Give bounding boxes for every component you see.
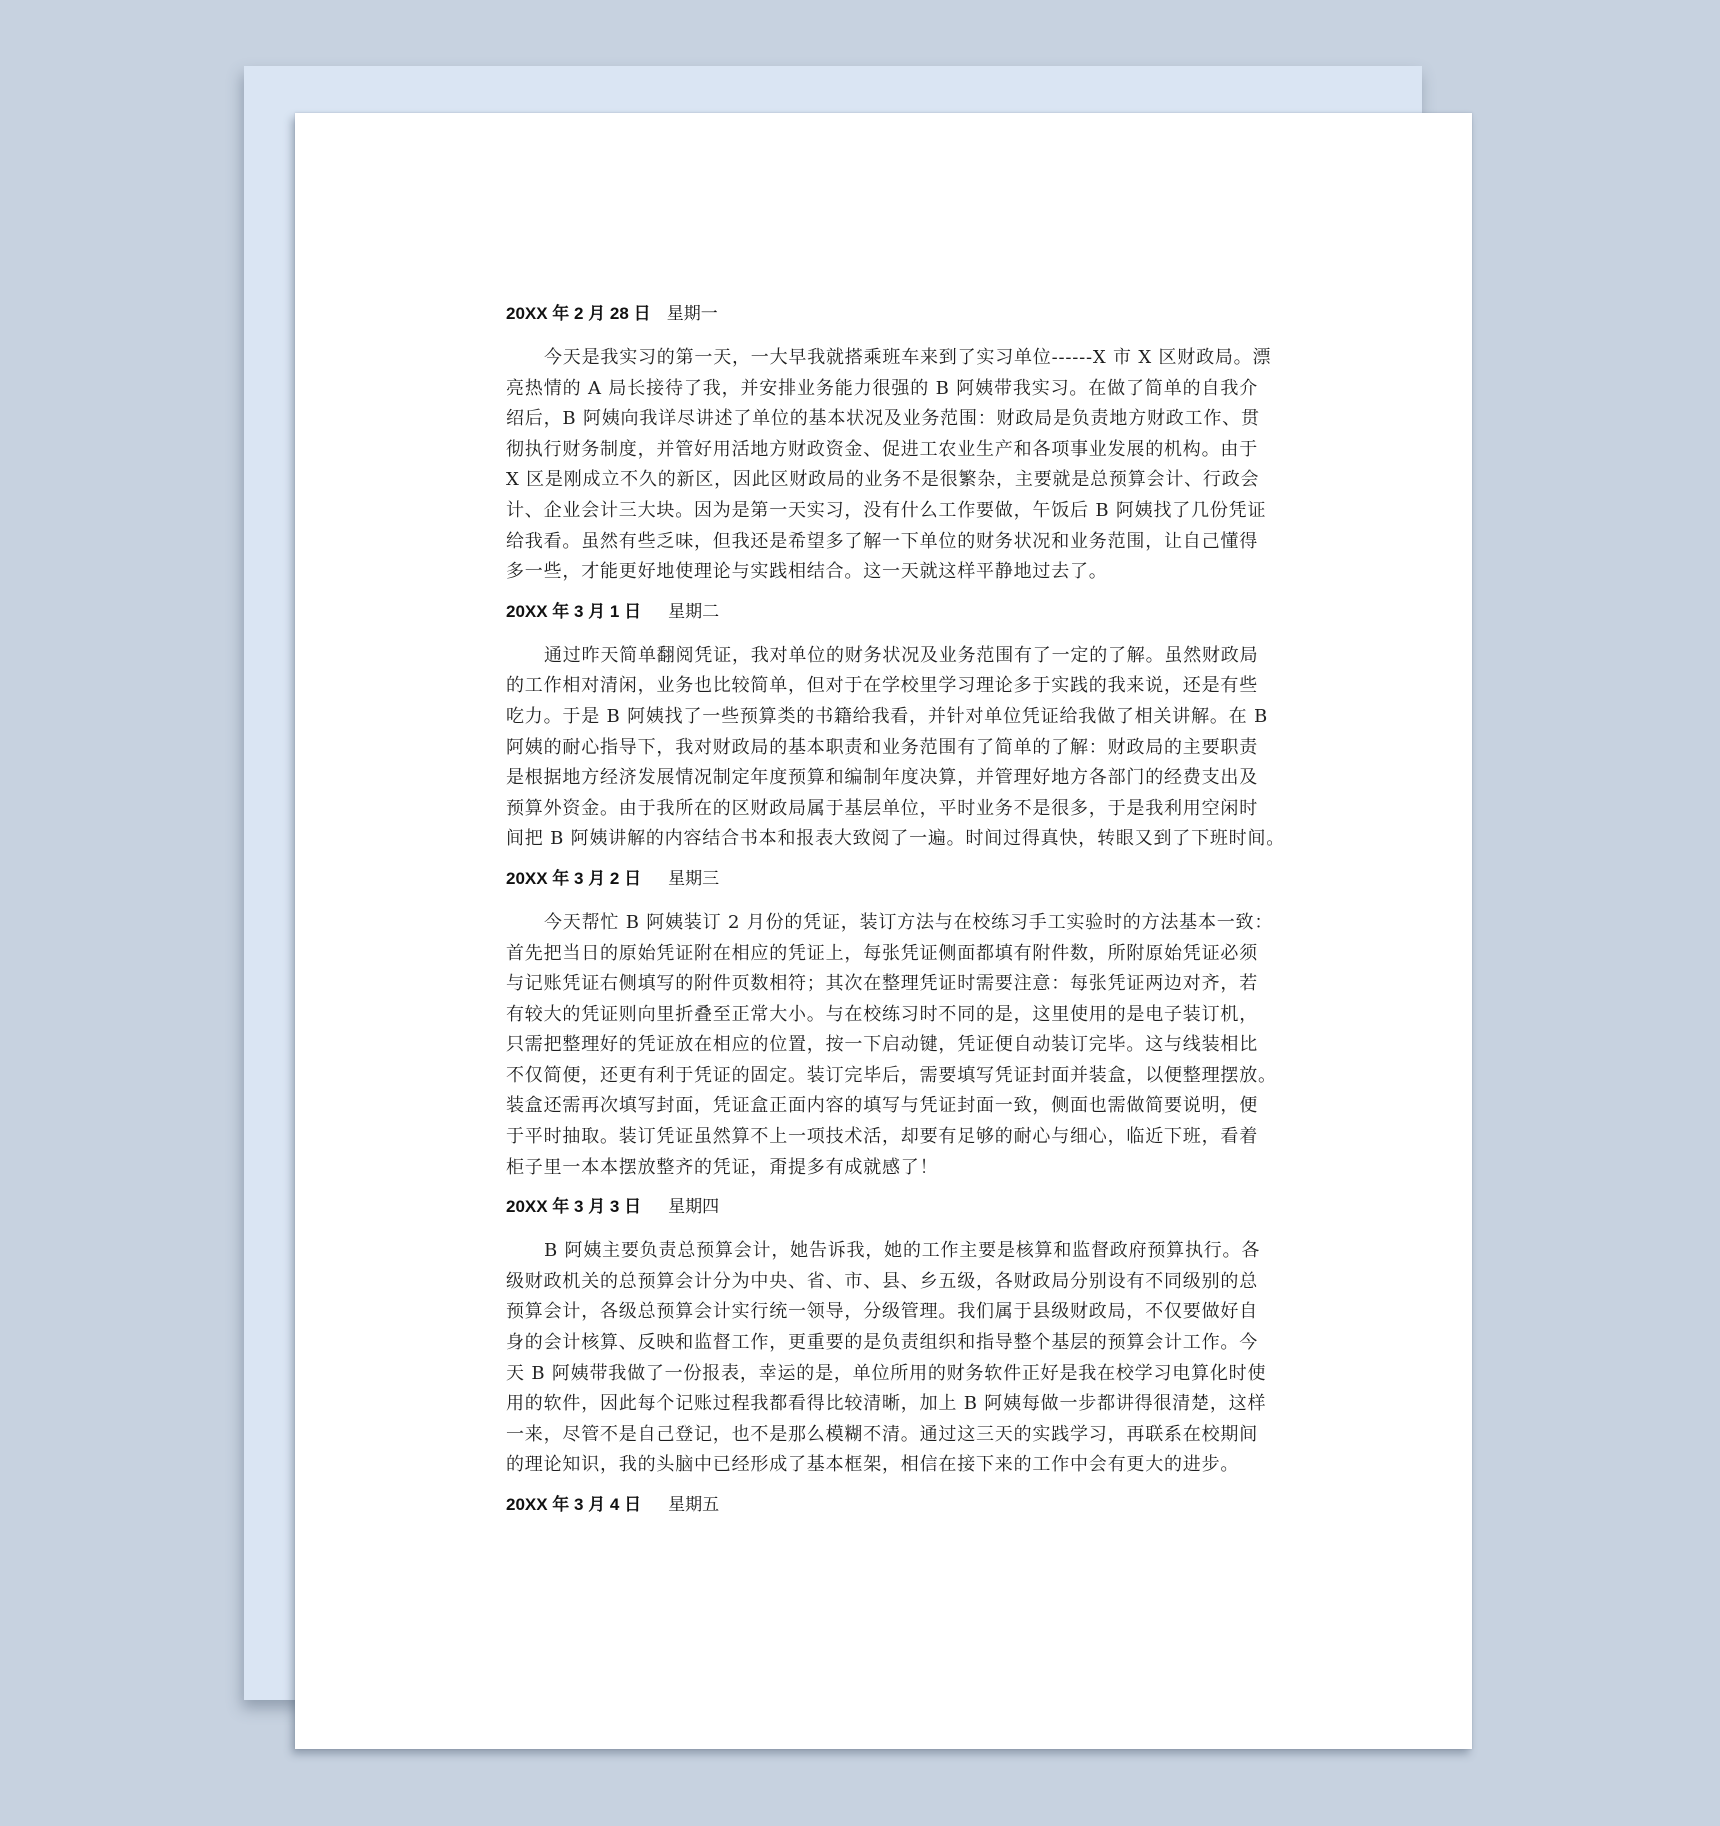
diary-entry: [506, 302, 1272, 588]
paragraph-line: 柜子里一本本摆放整齐的凭证，甭提多有成就感了！: [506, 1156, 939, 1178]
entry-heading: [506, 302, 1258, 326]
heading-gap: [641, 602, 668, 622]
heading-gap: [641, 1197, 668, 1217]
paragraph-line: 天 B 阿姨带我做了一份报表，幸运的是，单位所用的财务软件正好是我在校学习电算化时使: [506, 1362, 1267, 1384]
document-page: [295, 113, 1472, 1749]
paragraph-line: 是根据地方经济发展情况制定年度预算和编制年度决算，并管理好地方各部门的经费支出及: [506, 767, 1258, 789]
paragraph-line: 首先把当日的原始凭证附在相应的凭证上，每张凭证侧面都填有附件数，所附原始凭证必须: [506, 942, 1258, 964]
paragraph-line: 有较大的凭证则向里折叠至正常大小。与在校练习时不同的是，这里使用的是电子装订机，: [506, 1003, 1258, 1025]
paragraph-line: 用的软件，因此每个记账过程我都看得比较清晰，加上 B 阿姨每做一步都讲得很清楚，这样: [506, 1393, 1267, 1415]
paragraph-line: 间把 B 阿姨讲解的内容结合书本和报表大致阅了一遍。时间过得真快，转眼又到了下班时间。: [506, 828, 1286, 850]
entry-weekday: 星期五: [668, 1495, 720, 1515]
entry-weekday: 星期三: [668, 868, 720, 889]
paragraph-line: 与记账凭证右侧填写的附件页数相符；其次在整理凭证时需要注意：每张凭证两边对齐，若: [506, 973, 1258, 995]
paragraph-line: 多一些，才能更好地使理论与实践相结合。这一天就这样平静地过去了。: [506, 561, 1108, 583]
entry-weekday: 星期二: [668, 601, 720, 622]
entry-heading: [506, 1195, 1258, 1219]
paragraph-line: 级财政机关的总预算会计分为中央、省、市、县、乡五级，各财政局分别设有不同级别的总: [506, 1270, 1258, 1292]
entry-date: 20XX 年 2 月 28 日: [506, 304, 651, 323]
diary-entry: [506, 867, 1277, 1183]
entry-heading: [506, 600, 1258, 624]
paragraph-line: 只需把整理好的凭证放在相应的位置，按一下启动键，凭证便自动装订完毕。这与线装相比: [506, 1034, 1258, 1056]
heading-gap: [651, 304, 667, 324]
entry-date: 20XX 年 3 月 4 日: [506, 1495, 642, 1514]
paragraph-line: B 阿姨主要负责总预算会计，她告诉我，她的工作主要是核算和监督政府预算执行。各: [544, 1240, 1261, 1262]
paragraph-line: 于平时抽取。装订凭证虽然算不上一项技术活，却要有足够的耐心与细心，临近下班，看着: [506, 1126, 1258, 1148]
paragraph-line: X 区是刚成立不久的新区，因此区财政局的业务不是很繁杂，主要就是总预算会计、行政会: [506, 469, 1260, 491]
paragraph-line: 一来，尽管不是自己登记，也不是那么模糊不清。通过这三天的实践学习，再联系在校期间: [506, 1423, 1258, 1445]
entry-date: 20XX 年 3 月 3 日: [506, 1197, 642, 1217]
paragraph-line: 吃力。于是 B 阿姨找了一些预算类的书籍给我看，并针对单位凭证给我做了相关讲解。在 B: [506, 705, 1269, 727]
paragraph-line: 彻执行财务制度，并管好用活地方财政资金、促进工农业生产和各项事业发展的机构。由于: [506, 438, 1258, 460]
paragraph-line: 的工作相对清闲，业务也比较简单，但对于在学校里学习理论多于实践的我来说，还是有些: [506, 675, 1258, 697]
paragraph-line: 不仅简便，还更有利于凭证的固定。装订完毕后，需要填写凭证封面并装盒，以便整理摆放。: [506, 1064, 1277, 1086]
diary-entry: [506, 1493, 1258, 1517]
paragraph-line: 今天帮忙 B 阿姨装订 2 月份的凭证，装订方法与在校练习手工实验时的方法基本一致：: [544, 911, 1274, 933]
heading-gap: [641, 1495, 668, 1515]
entry-paragraph: [506, 343, 1272, 588]
diary-entry: [506, 600, 1286, 855]
entry-paragraph: [506, 641, 1286, 855]
heading-gap: [641, 869, 668, 889]
entry-paragraph: [506, 1236, 1267, 1481]
entry-paragraph: [506, 908, 1277, 1183]
paragraph-line: 装盒还需再次填写封面，凭证盒正面内容的填写与凭证封面一致，侧面也需做简要说明，便: [506, 1095, 1258, 1117]
entry-heading: [506, 867, 1258, 891]
paragraph-line: 计、企业会计三大块。因为是第一天实习，没有什么工作要做，午饭后 B 阿姨找了几份凭证: [506, 499, 1267, 521]
paragraph-line: 阿姨的耐心指导下，我对财政局的基本职责和业务范围有了简单的了解：财政局的主要职责: [506, 736, 1258, 758]
entry-heading: [506, 1493, 1258, 1517]
paragraph-line: 绍后，B 阿姨向我详尽讲述了单位的基本状况及业务范围：财政局是负责地方财政工作、贯: [506, 408, 1260, 430]
paragraph-line: 今天是我实习的第一天，一大早我就搭乘班车来到了实习单位------X 市 X 区财政局。漂: [544, 347, 1272, 368]
paragraph-line: 通过昨天简单翻阅凭证，我对单位的财务状况及业务范围有了一定的了解。虽然财政局: [544, 644, 1259, 666]
entry-date: 20XX 年 3 月 2 日: [506, 868, 642, 888]
paragraph-line: 预算会计，各级总预算会计实行统一领导，分级管理。我们属于县级财政局，不仅要做好自: [506, 1301, 1258, 1323]
entry-date: 20XX 年 3 月 1 日: [506, 601, 642, 621]
paragraph-line: 亮热情的 A 局长接待了我，并安排业务能力很强的 B 阿姨带我实习。在做了简单的自我介: [506, 377, 1258, 399]
paragraph-line: 预算外资金。由于我所在的区财政局属于基层单位，平时业务不是很多，于是我利用空闲时: [506, 797, 1258, 819]
diary-entry: [506, 1195, 1267, 1481]
paragraph-line: 给我看。虽然有些乏味，但我还是希望多了解一下单位的财务状况和业务范围，让自己懂得: [506, 530, 1258, 552]
entry-weekday: 星期四: [668, 1197, 720, 1218]
entry-weekday: 星期一: [666, 304, 718, 324]
paragraph-line: 的理论知识，我的头脑中已经形成了基本框架，相信在接下来的工作中会有更大的进步。: [506, 1454, 1240, 1476]
paragraph-line: 身的会计核算、反映和监督工作，更重要的是负责组织和指导整个基层的预算会计工作。今: [506, 1332, 1258, 1354]
diary-content: [506, 302, 1286, 1534]
